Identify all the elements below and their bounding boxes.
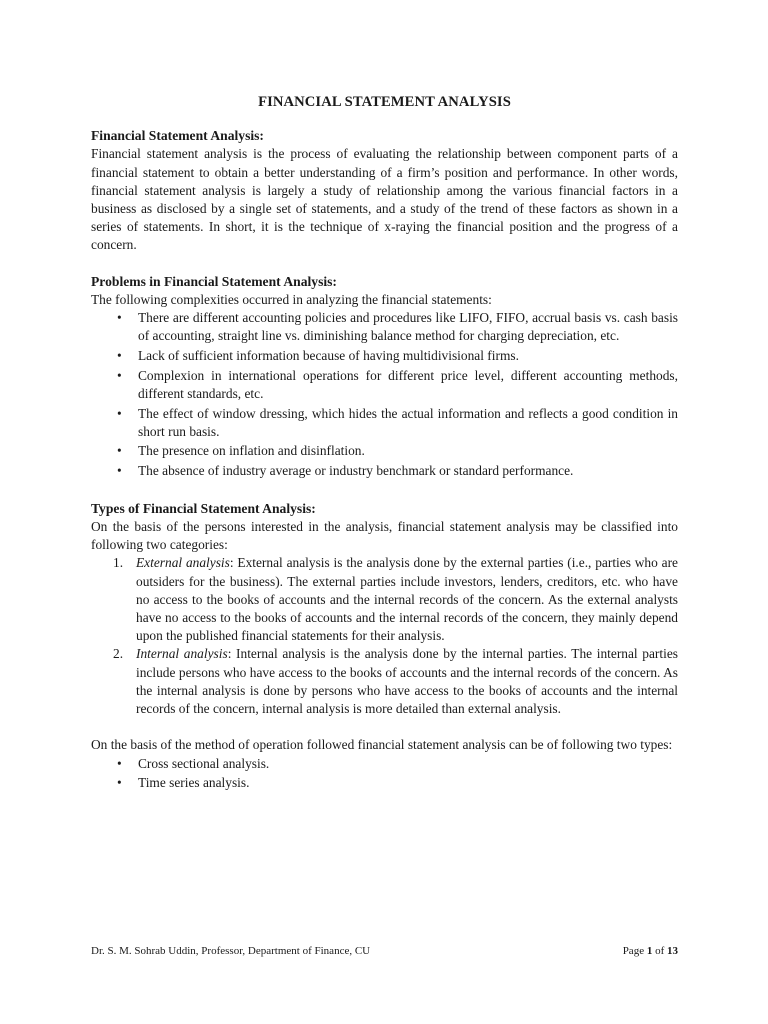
list-item-term: Internal analysis: [136, 646, 228, 662]
bullet-icon: •: [117, 367, 122, 383]
spacer: [91, 482, 678, 500]
section-body-overview: Financial statement analysis is the process of evaluating the relationship between component parts of a financial statement to obtain a better understanding of a firm’s position and performance. In other words, financial statement analysis is largely a study of relationship among the various financial factors in a business as disclosed by a single set of statements, and a study of the trend of these factors as shown in a series of statements. In short, it is the technique of x-raying the financial position and the progress of a concern.: [91, 146, 678, 253]
list-item: [91, 442, 678, 460]
list-item-text: Complexion in international operations for different price level, different accounting methods, different standards, etc.: [138, 367, 678, 401]
bullet-icon: •: [117, 347, 122, 363]
page-title: FINANCIAL STATEMENT ANALYSIS: [258, 94, 511, 110]
list-item-text: The absence of industry average or industry benchmark or standard performance.: [138, 463, 574, 479]
page-footer: [91, 944, 678, 958]
page-number: [623, 944, 678, 958]
page-current: 1: [646, 945, 653, 957]
list-item-text: Time series analysis.: [138, 775, 250, 791]
bullet-icon: •: [117, 405, 122, 421]
section-heading-overview: Financial Statement Analysis:: [91, 128, 264, 144]
section-intro-types: On the basis of the persons interested in the analysis, financial statement analysis may be classified into following two categories:: [91, 519, 678, 553]
document-page: [91, 93, 678, 794]
bullet-icon: •: [117, 755, 122, 771]
page-total: 13: [667, 945, 678, 957]
list-item: [91, 554, 678, 645]
list-item: [91, 347, 678, 365]
list-item-text: Cross sectional analysis.: [138, 755, 270, 771]
page-of: of: [655, 945, 665, 957]
problems-list: [91, 309, 678, 480]
list-item-text: : Internal analysis is the analysis done by the internal parties. The internal parties include persons who have access to the books of accounts and the internal records of the concern. As the internal analysis is done by persons who have access to the books of accounts and the internal records of the concern, internal analysis is more detailed than external analysis.: [136, 646, 678, 717]
list-item-term: External analysis: [136, 555, 230, 571]
page-label: Page: [622, 945, 645, 957]
list-item: [91, 755, 678, 773]
list-item: [91, 462, 678, 480]
list-item: [91, 405, 678, 441]
types-list: [91, 554, 678, 718]
list-item-text: : External analysis is the analysis done by the external parties (i.e., parties who are outsiders for the business). The external parties include investors, lenders, creditors, etc. who have no access to the books of accounts and the internal records of the concern. As the external analysts have no access to the books of accounts and the internal records of the concern, they mainly depend upon the published financial statements for their analysis.: [136, 555, 678, 644]
list-item-text: The effect of window dressing, which hides the actual information and reflects a good condition in short run basis.: [138, 405, 678, 439]
bullet-icon: •: [117, 463, 122, 479]
list-item: [91, 309, 678, 345]
bullet-icon: •: [117, 443, 122, 459]
list-item-text: Lack of sufficient information because of having multidivisional firms.: [138, 347, 519, 363]
bullet-icon: •: [117, 775, 122, 791]
list-item-number: 1.: [113, 555, 124, 571]
spacer: [91, 718, 678, 736]
section-heading-types: Types of Financial Statement Analysis:: [91, 500, 316, 516]
list-item-number: 2.: [113, 646, 124, 662]
list-item: [91, 645, 678, 718]
footer-author: Dr. S. M. Sohrab Uddin, Professor, Department of Finance, CU: [91, 945, 371, 957]
list-item: [91, 774, 678, 792]
list-item-text: There are different accounting policies and procedures like LIFO, FIFO, accrual basis vs. cash basis of accounting, straight line vs. diminishing balance method for charging depreciation, etc.: [138, 310, 678, 344]
section-intro-problems: The following complexities occurred in analyzing the financial statements:: [91, 291, 492, 307]
spacer: [91, 255, 678, 273]
bullet-icon: •: [117, 310, 122, 326]
method-intro: On the basis of the method of operation followed financial statement analysis can be of following two types:: [91, 737, 673, 753]
list-item-text: The presence on inflation and disinflation.: [138, 443, 365, 459]
method-list: [91, 755, 678, 793]
list-item: [91, 367, 678, 403]
section-heading-problems: Problems in Financial Statement Analysis:: [91, 273, 337, 289]
